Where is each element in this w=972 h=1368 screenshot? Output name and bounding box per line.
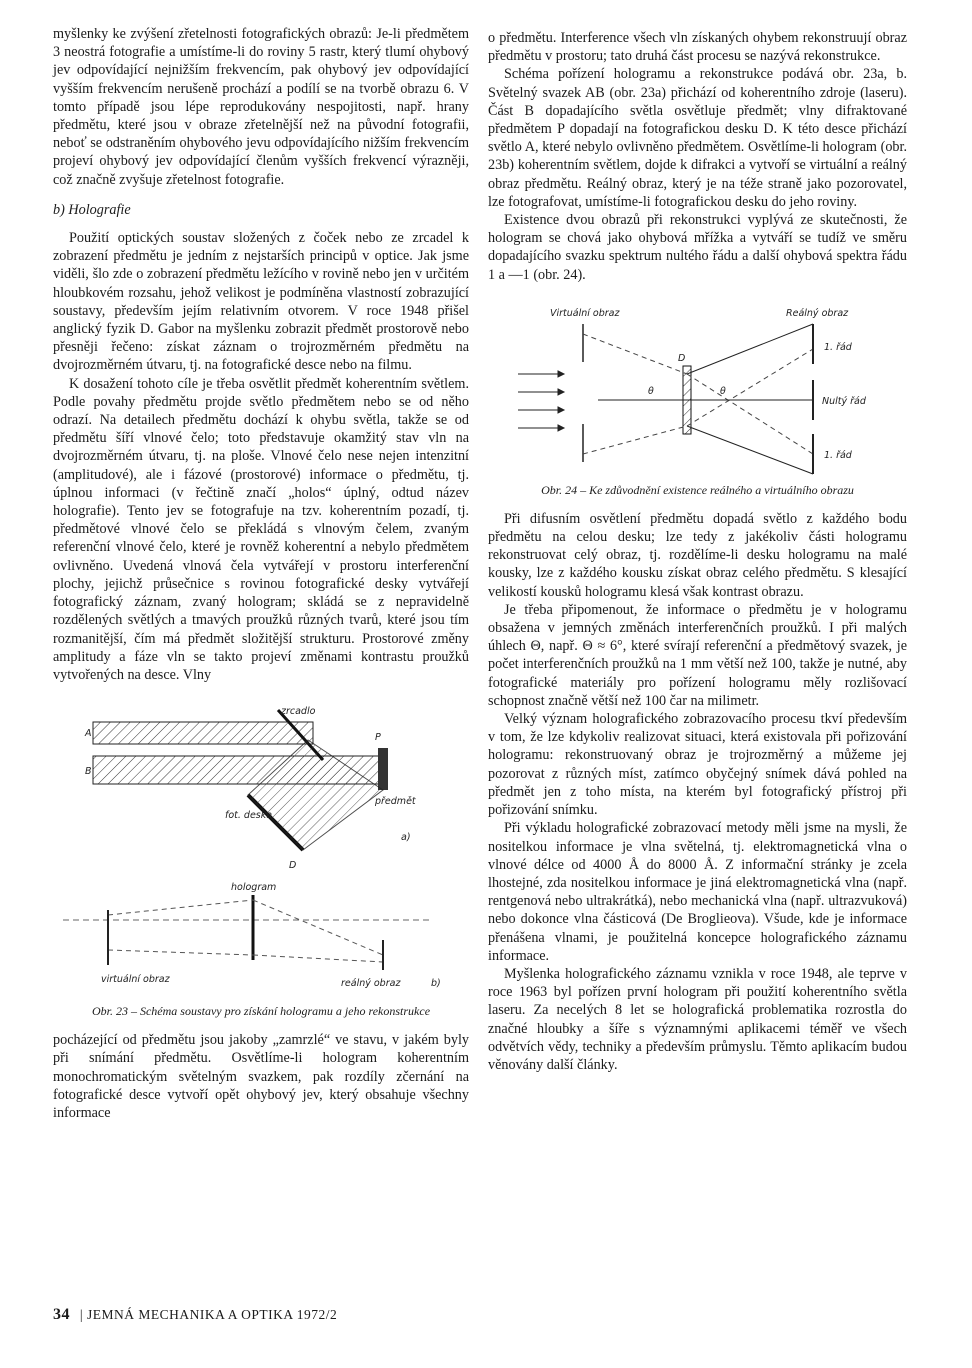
paragraph: Schéma pořízení hologramu a rekonstrukce podává obr. 23a, b. Světelný svazek AB (obr. 23a) přichází od koherentního zdroje (laseru). Část B dopadajícího světla osvětluje předmět; vlny difraktované předmětem P dopadají na fotografickou desku D. K této desce přichází světlo A, které nebylo ovlivněno předmětem. Osvětlíme-li hologram (obr. 23b) koherentním světlem, dojde k difrakci a vytvoří se virtuální a reálný obraz předmětu. Reálný obraz, který je na téže straně jako pozorovatel, lze fotografovat, umístíme-li fotografickou desku do jeho roviny. <box>488 66 907 210</box>
label-a: A <box>85 728 92 740</box>
label-part-a: a) <box>401 832 411 844</box>
label-p: P <box>375 732 381 744</box>
label-order-1-top: 1. řád <box>824 341 852 353</box>
object <box>378 748 388 790</box>
label-d: D <box>289 860 297 872</box>
page-footer <box>53 1306 337 1324</box>
label-real: Reálný obraz <box>786 307 849 319</box>
figure-24-caption: Obr. 24 – Ke zdůvodnění existence reálného a virtuálního obrazu <box>541 482 854 497</box>
left-column <box>53 25 469 1122</box>
footer-separator: | <box>79 1307 84 1322</box>
figure-23-diagram <box>53 700 469 1000</box>
paragraph: pocházející od předmětu jsou jakoby „zamrzlé“ ve stavu, v jakém byly při snímání předmětu. Osvětlíme-li hologram koherentním monochromatickým světelným svazkem, pak rozdíly zčernání na fotografické desce vytvoří opět ohybový jev, který obsahuje všechny informace <box>53 1032 469 1121</box>
paragraph: Myšlenka holografického záznamu vznikla v roce 1948, ale teprve v roce 1963 byl pořízen první hologram při použití koherentního světla laseru. Za necelých 8 let se holografická problematika rozrostla do značné hloubky a šíře s významnými aplikacemi téměř ve všech odvětvích vědy, techniky a především průmyslu. Těmto aplikacím budou věnovány další články. <box>488 965 907 1073</box>
label-order-1-bottom: 1. řád <box>824 449 852 461</box>
label-virtual: Virtuální obraz <box>550 307 620 319</box>
label-plate: fot. deska <box>225 810 273 822</box>
incident-arrows <box>518 371 564 431</box>
figure-24-diagram <box>488 304 907 479</box>
page-number: 34 <box>53 1306 70 1323</box>
figure-23-caption: Obr. 23 – Schéma soustavy pro získání hologramu a jeho rekonstrukce <box>91 1004 431 1019</box>
paragraph: myšlenky ke zvýšení zřetelnosti fotografických obrazů: Je-li předmětem 3 neostrá fotografie a umístíme-li do roviny 5 rastr, který tlumí ohybový jev odpovídající nejnižším frekvencím, pak ohybový jev odpovídající vyšším frekvencím nerušeně prochází a podílí se na tvorbě obrazu 6. V tomto případě jsou lépe reprodukovány nespojitosti, např. hrany předmětu, které jsou v obraze zřetelnější než na původní fotografii, neboť se odstraněním ohybového jevu odpovídajícího nižším frekvencím projeví ohybový jev odpovídající členům vyšších frekvencí výrazněji, což značně zvyšuje zřetelnost fotografie. <box>53 26 469 188</box>
label-mirror: zrcadlo <box>281 706 316 718</box>
journal-name: JEMNÁ MECHANIKA A OPTIKA 1972/2 <box>86 1307 338 1322</box>
label-virtual: virtuální obraz <box>101 974 170 986</box>
section-heading: b) Holografie <box>53 201 131 218</box>
paragraph: Existence dvou obrazů při rekonstrukci vyplývá ze skutečnosti, že hologram se chová jako ohybová mřížka a vytváří se tudíž ve směru dopadajícího svazku spektrum nultého řádu a další ohybová spektra řádu 1 a —1 (obr. 24). <box>488 212 907 283</box>
label-theta-right: θ <box>720 385 726 397</box>
label-order-0: Nultý řád <box>822 395 866 407</box>
paragraph: Při difusním osvětlení předmětu dopadá světlo z každého bodu předmětu na celou desku; lze tedy z jakékoliv části hologramu rekonstruovat celý obraz, tj. rozdělíme-li desku hologramu na malé kousky, lze z každého kousku získat obraz celého předmětu. S klesající velikostí kousků hologramu klesá však kontrast obrazu. <box>488 510 907 600</box>
paragraph: Velký význam holografického zobrazovacího procesu tkví především v tom, že lze kdykoliv realizovat situaci, která existovala při pořizování hologramu: rekonstruovaný obraz je trojrozměrný a můžeme jej pozorovat z různých míst, zatímco obyčejný snímek dává pohled na předmět jen z toho místa, na kterém byl fotografický přístroj při pořizování snímku. <box>488 711 907 819</box>
label-object: předmět <box>375 796 416 808</box>
label-b: B <box>85 766 92 778</box>
label-d: D <box>678 352 686 364</box>
label-part-b: b) <box>431 978 441 990</box>
beam-a <box>93 722 313 744</box>
label-theta-left: θ <box>648 385 654 397</box>
paragraph: Je třeba připomenout, že informace o předmětu je v hologramu obsažena v jemných změnách interferenčních proužků. I při malých úhlech Θ, např. Θ ≈ 6°, které svírají referenční a předmětový svazek, je počet interferenčních proužků na 1 mm větší než 100, takže je nutné, aby fotografické materiály pro pořízení hologramu měly rozlišovací schopnost značně větší než 100 čar na milimetr. <box>488 601 907 709</box>
paragraph: K dosažení tohoto cíle je třeba osvětlit předmět koherentním světlem. Podle povahy předmětu projde světlo předmětem nebo se od něho odrazí. Na detailech předmětu dochází k ohybu světla, takže se od předmětu šíří vlnové čelo; toto představuje okamžitý stav vln na dvojrozměrném útvaru, tj. na ploše. Vlnové čelo nese nejen intenzitní (amplitudové), ale i fázové (prostorové) informace o předmětu, tj. úplnou informaci (v řečtině značí „holos“ úplný, odtud název holografie). Tento jev se fotografuje na tzv. koherentním pozadí, tj. předmětové vlnové čelo se překládá s vlnovým čelem, zvaným referenční vlnové čelo, které je rovněž koherentní a nebylo předmětem ovlivněno. Uvedená vlnová čela vytvářejí v prostoru interferenční plochy, jejichž průsečnice s rovinou fotografické desky vytvářejí fotografický záznam, zvaný hologram; skládá se z nepravidelně rozdělených světlých a tmavých proužků různých tvarů, které jsou tím rozmanitější, čím má předmět složitější strukturu. Prostorové změny amplitudy a fáze vln se takto projeví změnami kontrastu proužků vytvořených na desce. Vlny <box>53 375 469 683</box>
label-real: reálný obraz <box>341 978 401 990</box>
label-hologram: hologram <box>231 882 277 894</box>
right-column <box>488 29 907 1074</box>
paragraph: Při výkladu holografické zobrazovací metody měli jsme na mysli, že nositelkou informace je vlna světelná, tj. elektromagnetická vlna o vlnové délce od 4000 Å do 8000 Å. Z informační stránky je zcela lhostejné, zda nositelkou informace je jiná elektromagnetická vlna (např. rentgenová nebo ultrakrátká), nebo mechanická vlna (např. ultrazvuková) nebo dokonce vlna částicová (De Broglieova). Všude, kde je informace přenášena vlnami, je použitelná koncepce holografického záznamu informace. <box>488 820 907 964</box>
paragraph: Použití optických soustav složených z čoček nebo ze zrcadel k zobrazení předmětu je jedním z nejstarších principů v optice. Jak jsme viděli, šlo zde o zobrazení předmětu ležícího v rovině nebo jen v určitém hloubkovém rozsahu, jehož velikost je podmíněna vlastností zobrazující soustavy, především jejím relativním otvorem. V roce 1948 přišel anglický fyzik D. Gabor na myšlenku zobrazit předmět prostorově nebo přesněji řečeno: získat záznam o trojrozměrném předmětu na dvojrozměrném útvaru, tj. na fotografické desce nebo na filmu. <box>53 230 469 374</box>
figure-23 <box>53 700 469 1019</box>
figure-24 <box>488 304 907 498</box>
paragraph: o předmětu. Interference všech vln získaných ohybem rekonstruují obraz předmětu v prostoru; tato druhá část procesu se nazývá rekonstrukce. <box>488 30 907 65</box>
